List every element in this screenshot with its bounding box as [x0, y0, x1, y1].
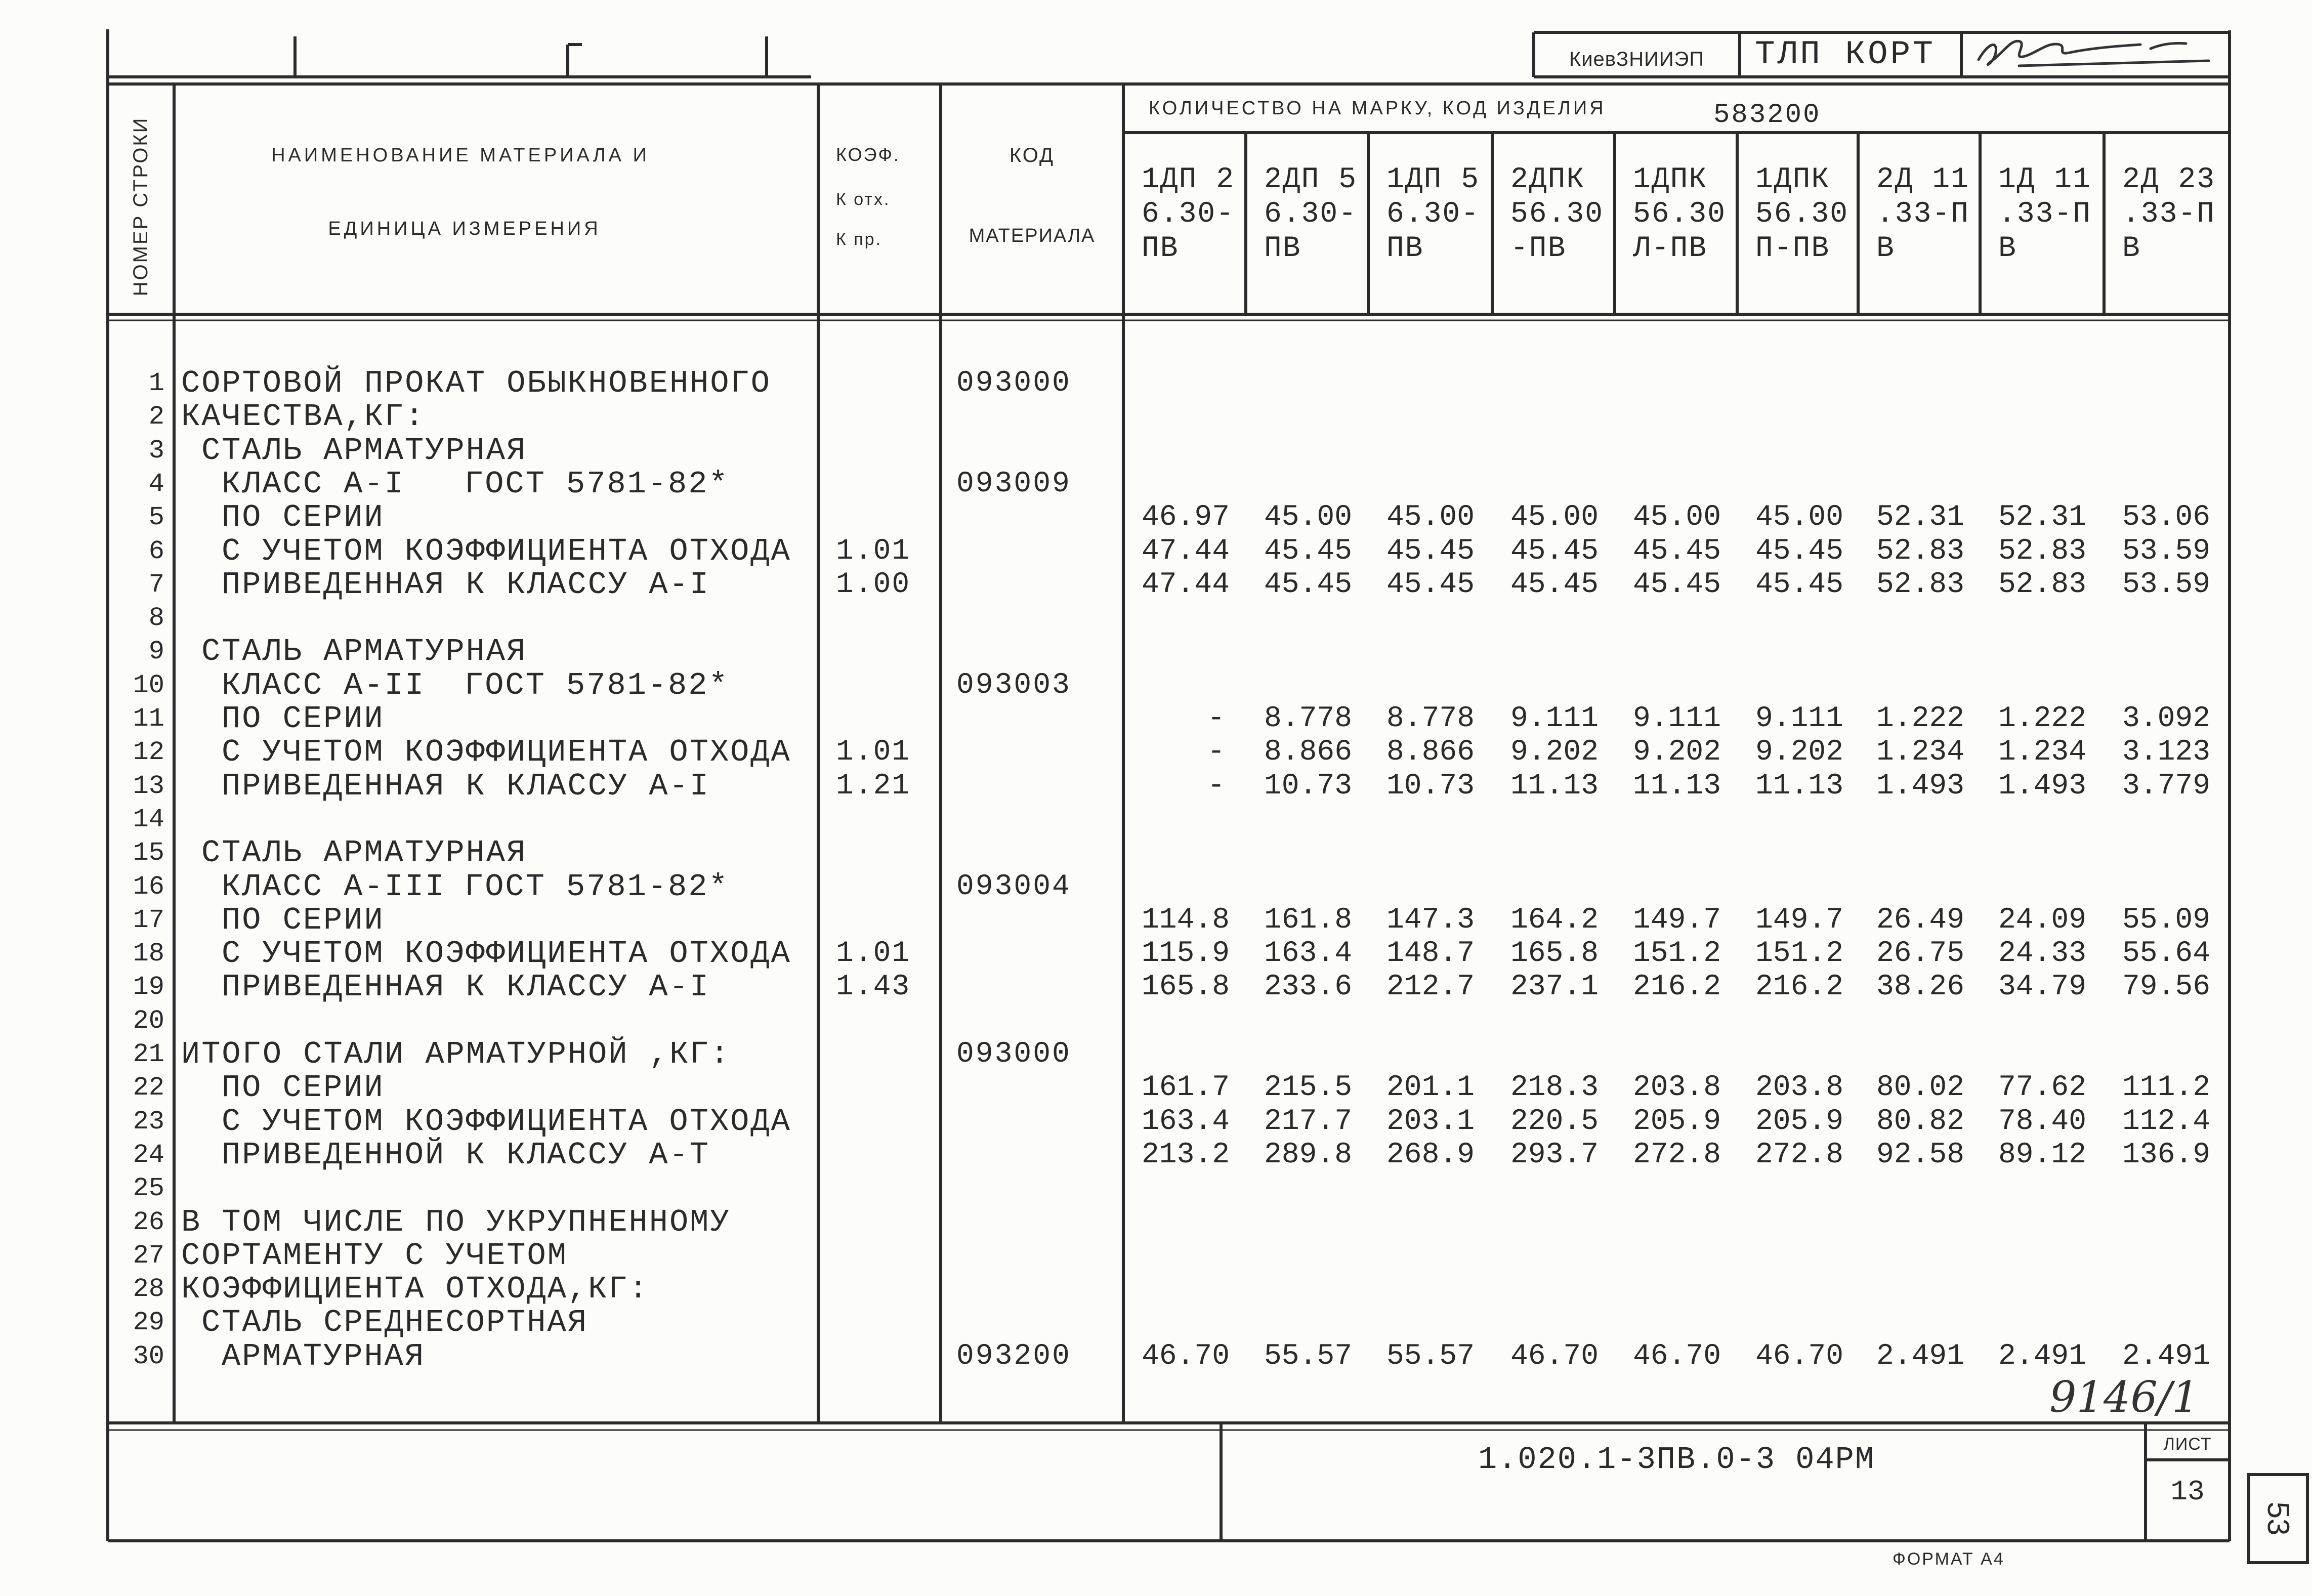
quantity-value: 9.111	[1510, 702, 1599, 735]
quantity-value: 80.82	[1876, 1105, 1965, 1138]
table-row	[0, 669, 2312, 702]
quantity-value: 3.123	[2122, 736, 2211, 769]
row-number: 20	[133, 1005, 164, 1036]
table-row	[0, 1273, 2312, 1306]
table-row	[0, 1038, 2312, 1071]
table-row	[0, 1206, 2312, 1239]
product-column-header	[1755, 163, 1862, 266]
product-column-header-line: 6.30-	[1264, 198, 1358, 231]
table-row	[0, 937, 2312, 971]
quantity-value: 233.6	[1264, 971, 1353, 1004]
quantity-value: 9.111	[1755, 702, 1844, 735]
quantity-value: 55.09	[2122, 903, 2211, 937]
quantity-value: 34.79	[1998, 971, 2087, 1004]
quantity-value: 115.9	[1142, 937, 1230, 971]
product-column-header-line: 1ДПК	[1633, 163, 1708, 196]
quantity-value: 11.13	[1510, 769, 1599, 803]
quantity-value: 165.8	[1142, 971, 1230, 1004]
quantity-value: 2.491	[2122, 1339, 2211, 1373]
quantity-value: 9.111	[1633, 702, 1721, 735]
quantity-value: 45.45	[1633, 568, 1721, 601]
product-column-header	[1876, 163, 1983, 266]
quantity-value: 55.57	[1264, 1339, 1353, 1373]
table-row	[0, 702, 2312, 736]
quantity-value: 216.2	[1755, 971, 1844, 1004]
row-number: 30	[133, 1341, 164, 1371]
material-name: ПО СЕРИИ	[222, 902, 385, 938]
material-name: ПО СЕРИИ	[222, 499, 385, 536]
table-row	[0, 1105, 2312, 1139]
quantity-value: 136.9	[2122, 1138, 2211, 1171]
row-number-header: НОМЕР СТРОКИ	[130, 116, 152, 297]
coefficient-value: 1.43	[836, 971, 911, 1004]
product-column-header-line: 1ДП 2	[1142, 163, 1235, 196]
document-designation: 1.020.1-3ПВ.0-3 04РМ	[1478, 1442, 1875, 1478]
quantity-value: 52.31	[1876, 501, 1965, 534]
quantity-value: 213.2	[1142, 1138, 1230, 1171]
quantity-header: КОЛИЧЕСТВО НА МАРКУ, КОД ИЗДЕЛИЯ	[1149, 98, 1606, 119]
standard-reference: ГОСТ 5781-82*	[465, 868, 729, 905]
material-code: 093000	[956, 1038, 1071, 1071]
material-name: ИТОГО СТАЛИ АРМАТУРНОЙ ,КГ:	[181, 1036, 731, 1072]
table-row	[0, 904, 2312, 937]
quantity-value: 52.83	[1998, 568, 2087, 601]
quantity-value: 203.8	[1755, 1071, 1844, 1105]
material-code-header: КОД	[1009, 144, 1055, 166]
sheet-number: 13	[2170, 1476, 2205, 1508]
table-row	[0, 1071, 2312, 1105]
quantity-value: 55.64	[2122, 937, 2211, 971]
material-code: 093003	[956, 668, 1071, 702]
row-number: 16	[133, 871, 164, 902]
standard-reference: ГОСТ 5781-82*	[465, 667, 729, 703]
quantity-value: 92.58	[1876, 1138, 1965, 1171]
quantity-value: 1.234	[1998, 736, 2087, 769]
table-row	[0, 501, 2312, 534]
quantity-value: 80.02	[1876, 1071, 1965, 1105]
quantity-value: 53.59	[2122, 568, 2211, 601]
product-column-header-line: 2Д 23	[2122, 163, 2216, 196]
reduction-coefficient-header: К пр.	[836, 230, 882, 249]
product-column-header-line: П-ПВ	[1755, 232, 1830, 265]
quantity-value: 114.8	[1142, 903, 1230, 937]
quantity-value: 161.7	[1142, 1071, 1230, 1105]
department-stamp: ТЛП КОРТ	[1755, 35, 1936, 73]
quantity-value: 1.222	[1998, 702, 2087, 735]
row-number: 14	[133, 804, 164, 834]
quantity-value: 149.7	[1633, 903, 1721, 937]
material-name: СОРТОВОЙ ПРОКАТ ОБЫКНОВЕННОГО	[181, 365, 771, 401]
row-number: 13	[133, 771, 164, 801]
quantity-value: 205.9	[1633, 1105, 1721, 1138]
quantity-value: 201.1	[1386, 1071, 1475, 1105]
row-number: 18	[133, 939, 164, 969]
material-name: КОЭФФИЦИЕНТА ОТХОДА,КГ:	[181, 1271, 649, 1308]
quantity-value: 272.8	[1633, 1138, 1721, 1171]
row-number: 4	[148, 469, 164, 499]
coefficient-value: 1.21	[836, 769, 911, 803]
material-name: СТАЛЬ АРМАТУРНАЯ	[201, 634, 527, 670]
quantity-value: 203.1	[1386, 1105, 1475, 1138]
material-code: 093000	[956, 367, 1071, 400]
table-row	[0, 1004, 2312, 1038]
quantity-value: 24.09	[1998, 903, 2087, 937]
quantity-value: 9.202	[1633, 736, 1721, 769]
quantity-value: 52.31	[1998, 501, 2087, 534]
material-code: 093200	[956, 1339, 1071, 1373]
quantity-value: 45.45	[1510, 534, 1599, 568]
row-number: 25	[133, 1173, 164, 1204]
quantity-value: 111.2	[2122, 1071, 2211, 1105]
table-row	[0, 635, 2312, 668]
material-name: СТАЛЬ АРМАТУРНАЯ	[201, 835, 527, 871]
quantity-value: 52.83	[1876, 534, 1965, 568]
quantity-value: 1.493	[1998, 769, 2087, 803]
quantity-value: 163.4	[1264, 937, 1353, 971]
quantity-value: 1.234	[1876, 736, 1965, 769]
product-column-header-line: 56.30	[1755, 198, 1849, 231]
quantity-value: 215.5	[1264, 1071, 1353, 1105]
material-name: В ТОМ ЧИСЛЕ ПО УКРУПНЕННОМУ	[181, 1204, 731, 1240]
signature-stroke	[1979, 41, 2209, 66]
quantity-value: 53.06	[2122, 501, 2211, 534]
material-name: ПРИВЕДЕННАЯ К КЛАССУ А-I	[222, 969, 710, 1005]
table-row	[0, 367, 2312, 400]
quantity-value: 237.1	[1510, 971, 1599, 1004]
row-number: 5	[148, 502, 164, 533]
table-row	[0, 468, 2312, 501]
row-number: 24	[133, 1140, 164, 1170]
table-row	[0, 870, 2312, 904]
product-column-header-line: .33-П	[2122, 198, 2216, 231]
handwritten-note: 9146/1	[2049, 1372, 2199, 1422]
quantity-value: 45.45	[1755, 568, 1844, 601]
row-number: 23	[133, 1106, 164, 1137]
quantity-value: 45.45	[1386, 534, 1475, 568]
quantity-value: 205.9	[1755, 1105, 1844, 1138]
signature	[1961, 32, 2230, 77]
quantity-value: 161.8	[1264, 903, 1353, 937]
product-column-header-line: ПВ	[1142, 232, 1179, 265]
material-code: 093009	[956, 467, 1071, 500]
quantity-value: 218.3	[1510, 1071, 1599, 1105]
table-row	[0, 535, 2312, 568]
table-row	[0, 836, 2312, 870]
product-column-header-line: 56.30	[1510, 198, 1604, 231]
material-name: ПО СЕРИИ	[222, 701, 385, 737]
product-column-header-line: -ПВ	[1510, 232, 1567, 265]
quantity-value: 8.866	[1264, 736, 1353, 769]
product-column-header-line: 2Д 11	[1876, 163, 1970, 196]
table-row	[0, 1139, 2312, 1172]
quantity-value: 147.3	[1386, 903, 1475, 937]
quantity-value: 293.7	[1510, 1138, 1599, 1171]
quantity-value: 9.202	[1755, 736, 1844, 769]
sheet-label: ЛИСТ	[2163, 1435, 2212, 1454]
table-row	[0, 1172, 2312, 1205]
quantity-value: 112.4	[2122, 1105, 2211, 1138]
material-name: ПО СЕРИИ	[222, 1070, 385, 1106]
quantity-value: 3.092	[2122, 702, 2211, 735]
quantity-value: 45.00	[1386, 501, 1475, 534]
material-name: СТАЛЬ СРЕДНЕСОРТНАЯ	[201, 1305, 588, 1341]
quantity-value: 268.9	[1386, 1138, 1475, 1171]
material-name: ПРИВЕДЕННАЯ К КЛАССУ А-I	[222, 768, 710, 804]
product-column-header-line: 1ДПК	[1755, 163, 1830, 196]
product-column-header-line: 1Д 11	[1998, 163, 2092, 196]
product-column-header-line: 6.30-	[1386, 198, 1480, 231]
quantity-value: 11.13	[1755, 769, 1844, 803]
quantity-value: 46.70	[1510, 1339, 1599, 1373]
row-number: 7	[148, 569, 164, 600]
organization-stamp: КиевЗНИИЭП	[1569, 48, 1705, 70]
quantity-value: 212.7	[1386, 971, 1475, 1004]
product-code: 583200	[1713, 100, 1821, 131]
coefficient-header: КОЭФ.	[836, 144, 900, 165]
coefficient-value: 1.00	[836, 568, 911, 601]
quantity-value: 3.779	[2122, 769, 2211, 803]
quantity-value: 53.59	[2122, 534, 2211, 568]
table-row	[0, 602, 2312, 635]
quantity-value: 45.45	[1510, 568, 1599, 601]
format-label: ФОРМАТ А4	[1893, 1549, 2005, 1569]
quantity-value: 11.13	[1633, 769, 1721, 803]
quantity-value: 45.00	[1755, 501, 1844, 534]
material-name: ПРИВЕДЕННАЯ К КЛАССУ А-I	[222, 566, 710, 603]
quantity-value: 26.75	[1876, 937, 1965, 971]
coefficient-value: 1.01	[836, 534, 911, 568]
quantity-value: 52.83	[1876, 568, 1965, 601]
product-column-header	[1510, 163, 1617, 266]
product-column-header-line: В	[1876, 232, 1895, 265]
table-row	[0, 971, 2312, 1004]
quantity-value: 46.70	[1142, 1339, 1230, 1373]
material-code: 093004	[956, 870, 1071, 903]
quantity-value: 165.8	[1510, 937, 1599, 971]
quantity-value: -	[1207, 736, 1225, 769]
table-row	[0, 1239, 2312, 1273]
product-column-header-line: 56.30	[1633, 198, 1727, 231]
quantity-value: -	[1207, 702, 1225, 735]
quantity-value: 163.4	[1142, 1105, 1230, 1138]
quantity-value: 26.49	[1876, 903, 1965, 937]
product-column-header-line: В	[2122, 232, 2141, 265]
quantity-value: 45.45	[1386, 568, 1475, 601]
product-column-header-line: 1ДП 5	[1386, 163, 1480, 196]
quantity-value: 45.00	[1264, 501, 1353, 534]
coefficient-value: 1.01	[836, 937, 911, 971]
material-name: КАЧЕСТВА,КГ:	[181, 399, 426, 435]
quantity-value: 47.44	[1142, 568, 1230, 601]
quantity-value: 45.45	[1264, 534, 1353, 568]
material-code-header-line2: МАТЕРИАЛА	[969, 225, 1096, 246]
product-column-header	[1633, 163, 1739, 266]
quantity-value: 216.2	[1633, 971, 1721, 1004]
product-column-header-line: ПВ	[1264, 232, 1301, 265]
quantity-value: -	[1207, 769, 1225, 803]
quantity-value: 45.45	[1633, 534, 1721, 568]
quantity-value: 77.62	[1998, 1071, 2087, 1105]
row-number: 15	[133, 838, 164, 868]
material-name: С УЧЕТОМ КОЭФФИЦИЕНТА ОТХОДА	[222, 533, 791, 569]
row-number: 3	[148, 435, 164, 466]
row-number: 10	[133, 670, 164, 700]
quantity-value: 79.56	[2122, 971, 2211, 1004]
row-number: 21	[133, 1039, 164, 1069]
quantity-value: 1.493	[1876, 769, 1965, 803]
quantity-value: 45.45	[1755, 534, 1844, 568]
material-name: КЛАСС А-III	[222, 868, 446, 905]
row-number: 27	[133, 1240, 164, 1271]
quantity-value: 89.12	[1998, 1138, 2087, 1171]
table-row	[0, 1340, 2312, 1373]
quantity-value: 217.7	[1264, 1105, 1353, 1138]
quantity-value: 46.70	[1633, 1339, 1721, 1373]
material-name: АРМАТУРНАЯ	[222, 1338, 426, 1374]
quantity-value: 220.5	[1510, 1105, 1599, 1138]
table-row	[0, 770, 2312, 803]
row-number: 9	[148, 637, 164, 667]
quantity-value: 52.83	[1998, 534, 2087, 568]
product-column-header-line: .33-П	[1876, 198, 1970, 231]
quantity-value: 46.70	[1755, 1339, 1844, 1373]
product-column-header-line: 2ДПК	[1510, 163, 1585, 196]
product-column-header-line: ПВ	[1386, 232, 1424, 265]
product-column-header-line: Л-ПВ	[1633, 232, 1708, 265]
quantity-value: 289.8	[1264, 1138, 1353, 1171]
product-column-header	[1264, 163, 1370, 266]
row-number: 29	[133, 1308, 164, 1338]
material-name: С УЧЕТОМ КОЭФФИЦИЕНТА ОТХОДА	[222, 734, 791, 771]
quantity-value: 151.2	[1755, 937, 1844, 971]
quantity-value: 47.44	[1142, 534, 1230, 568]
row-number: 22	[133, 1073, 164, 1103]
quantity-value: 1.222	[1876, 702, 1965, 735]
row-number: 17	[133, 905, 164, 935]
quantity-value: 151.2	[1633, 937, 1721, 971]
product-column-header-line: 6.30-	[1142, 198, 1235, 231]
row-number: 28	[133, 1274, 164, 1305]
standard-reference: ГОСТ 5781-82*	[465, 466, 729, 502]
quantity-value: 45.00	[1633, 501, 1721, 534]
quantity-value: 272.8	[1755, 1138, 1844, 1171]
quantity-value: 149.7	[1755, 903, 1844, 937]
quantity-value: 2.491	[1876, 1339, 1965, 1373]
quantity-value: 45.45	[1264, 568, 1353, 601]
quantity-value: 55.57	[1386, 1339, 1475, 1373]
quantity-value: 164.2	[1510, 903, 1599, 937]
material-name: С УЧЕТОМ КОЭФФИЦИЕНТА ОТХОДА	[222, 1103, 791, 1140]
quantity-value: 148.7	[1386, 937, 1475, 971]
quantity-value: 8.866	[1386, 736, 1475, 769]
row-number: 12	[133, 737, 164, 768]
row-number: 19	[133, 972, 164, 1002]
quantity-value: 78.40	[1998, 1105, 2087, 1138]
quantity-value: 8.778	[1264, 702, 1353, 735]
product-column-header	[1142, 163, 1248, 266]
table-row	[0, 1306, 2312, 1339]
quantity-value: 8.778	[1386, 702, 1475, 735]
row-number: 11	[133, 704, 164, 734]
coefficient-value: 1.01	[836, 736, 911, 769]
waste-coefficient-header: К отх.	[836, 190, 891, 209]
material-name: ПРИВЕДЕННОЙ К КЛАССУ А-Т	[222, 1137, 710, 1173]
quantity-value: 9.202	[1510, 736, 1599, 769]
row-number: 8	[148, 603, 164, 634]
unit-header: ЕДИНИЦА ИЗМЕРЕНИЯ	[328, 218, 601, 239]
material-name: СТАЛЬ АРМАТУРНАЯ	[201, 432, 527, 469]
quantity-value: 46.97	[1142, 501, 1230, 534]
quantity-value: 203.8	[1633, 1071, 1721, 1105]
side-page-number: 53	[2261, 1501, 2295, 1536]
material-name: С УЧЕТОМ КОЭФФИЦИЕНТА ОТХОДА	[222, 936, 791, 972]
table-row	[0, 400, 2312, 434]
material-name-header: НАИМЕНОВАНИЕ МАТЕРИАЛА И	[271, 145, 650, 166]
quantity-value: 10.73	[1264, 769, 1353, 803]
product-column-header	[1998, 163, 2105, 266]
product-column-header-line: .33-П	[1998, 198, 2092, 231]
table-row	[0, 803, 2312, 836]
row-number: 26	[133, 1207, 164, 1237]
quantity-value: 24.33	[1998, 937, 2087, 971]
material-name: КЛАСС А-II	[222, 667, 426, 703]
table-row	[0, 434, 2312, 468]
quantity-value: 45.00	[1510, 501, 1599, 534]
row-number: 2	[148, 402, 164, 432]
row-number: 1	[148, 368, 164, 398]
row-number: 6	[148, 536, 164, 566]
product-column-header	[2122, 163, 2229, 266]
table-row	[0, 568, 2312, 602]
material-name: КЛАСС А-I	[222, 466, 405, 502]
table-row	[0, 736, 2312, 769]
quantity-value: 2.491	[1998, 1339, 2087, 1373]
material-name: СОРТАМЕНТУ С УЧЕТОМ	[181, 1237, 568, 1274]
product-column-header	[1386, 163, 1493, 266]
product-column-header-line: В	[1998, 232, 2017, 265]
product-column-header-line: 2ДП 5	[1264, 163, 1358, 196]
quantity-value: 10.73	[1386, 769, 1475, 803]
quantity-value: 38.26	[1876, 971, 1965, 1004]
